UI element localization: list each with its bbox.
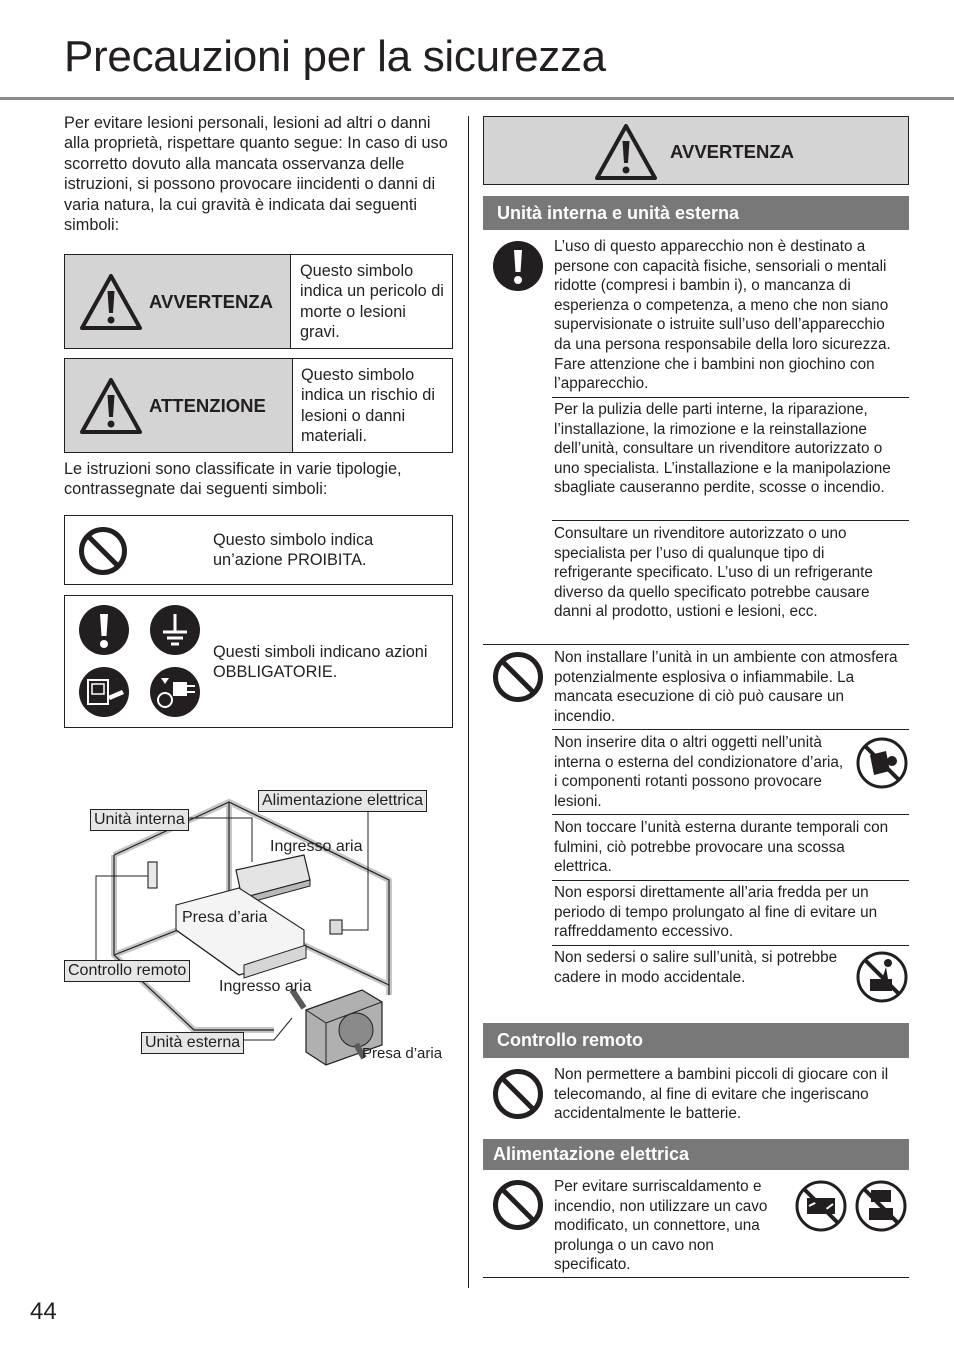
severity-label: ATTENZIONE (149, 395, 266, 416)
units-mandatory-item: L’uso di questo apparecchio non è destinato a persone con capacità fisiche, sensoriali o mentali ridotte (compresi i bambin i), o mancanza di esperienza o competenza, a meno che non siano supervisionate o istruite sull’uso dell’apparecchio da una persona responsabile della loro sicurezza. Fare attenzione che i bambini non giochino con l’apparecchio. (554, 238, 891, 393)
section-header-remote (483, 1023, 909, 1058)
prohibited-icon (78, 526, 128, 576)
unplug-icon (149, 666, 201, 718)
item-divider (552, 397, 909, 398)
warning-header-label: AVVERTENZA (670, 141, 795, 162)
severity-desc: Questo simbolo indica un rischio di lesioni o danni materiali. (301, 366, 435, 446)
disconnect-power-icon (78, 666, 130, 718)
section-title: Alimentazione elettrica (493, 1144, 690, 1164)
severity-box-warning (64, 254, 453, 349)
page-number: 44 (30, 1298, 57, 1325)
page-title: Precauzioni per la sicurezza (64, 32, 606, 81)
no-extension-cord-icon (855, 1180, 907, 1232)
label-remote-control: Controllo remoto (64, 960, 190, 982)
item-divider (552, 729, 909, 730)
prohibited-icon (492, 1179, 544, 1231)
label-air-inlet-2: Ingresso aria (219, 978, 312, 995)
intro-text: Per evitare lesioni personali, lesioni ad altri o danni alla proprietà, rispettare quanto segue: In caso di uso scorretto dovuto alla mancata osservanza delle istruzioni, si possono provocare iincidenti o danni di varia natura, la cui gravità è indicata dai seguenti simboli: (64, 114, 448, 235)
classify-text: Le istruzioni sono classificate in varie tipologie, contrassegnate dai seguenti simboli: (64, 460, 402, 499)
title-rule (0, 97, 954, 100)
label-power: Alimentazione elettrica (258, 790, 427, 812)
item-divider (552, 814, 909, 815)
section-title: Controllo remoto (497, 1030, 643, 1050)
item-divider (552, 520, 909, 521)
prohibited-icon (492, 1068, 544, 1120)
warning-triangle-icon (594, 123, 658, 181)
units-prohibited-item: Non sedersi o salire sull’unità, si potrebbe cadere in modo accidentale. (554, 949, 838, 986)
warning-header-box (483, 116, 909, 185)
warning-triangle-icon (79, 273, 143, 331)
units-prohibited-item: Non esporsi direttamente all’aria fredda per un periodo di tempo prolungato al fine di evitare un raffreddamento eccessivo. (554, 884, 878, 941)
item-divider (483, 644, 909, 645)
units-prohibited-item: Non inserire dita o altri oggetti nell’unità interna o esterna del condizionatore d’aria, i componenti rotanti possono provocare lesioni. (554, 734, 844, 810)
mandatory-symbol-box (64, 595, 453, 728)
earth-ground-icon (149, 604, 201, 656)
label-outdoor-unit: Unità esterna (141, 1032, 244, 1054)
prohibited-icon (492, 651, 544, 703)
label-air-inlet-1: Ingresso aria (270, 838, 363, 855)
label-air-outlet-2: Presa d’aria (362, 1045, 443, 1062)
severity-box-caution (64, 358, 453, 453)
units-mandatory-item: Per la pulizia delle parti interne, la riparazione, l’installazione, la rimozione e la reinstallazione dell’unità, consultare un rivenditore autorizzato o uno specialista. L’installazione e la manipolazione sbagliate causeranno perdite, scosse o incendio. (554, 401, 891, 497)
prohibited-desc: Questo simbolo indica un’azione PROIBITA. (213, 531, 374, 570)
no-fingers-icon (856, 737, 908, 789)
label-air-outlet-1: Presa d’aria (182, 909, 268, 926)
warning-triangle-icon (79, 377, 143, 435)
severity-desc: Questo simbolo indica un pericolo di morte o lesioni gravi. (300, 262, 444, 342)
mandatory-exclamation-icon (78, 604, 130, 656)
mandatory-exclamation-icon (492, 240, 544, 292)
column-divider (468, 116, 469, 1288)
item-divider (483, 1277, 909, 1278)
no-climbing-icon (856, 951, 908, 1003)
item-divider (552, 880, 909, 881)
severity-label: AVVERTENZA (149, 291, 274, 312)
units-prohibited-item: Non toccare l’unità esterna durante temporali con fulmini, ciò potrebbe provocare una scossa elettrica. (554, 819, 889, 876)
remote-prohibited-item: Non permettere a bambini piccoli di giocare con il telecomando, al fine di evitare che ingeriscano accidentalmente le batterie. (554, 1066, 889, 1123)
units-prohibited-item: Non installare l’unità in un ambiente con atmosfera potenzialmente esplosiva o infiammabile. La mancata esecuzione di ciò può causare un incendio. (554, 649, 898, 725)
no-modified-cable-icon (795, 1180, 847, 1232)
mandatory-desc: Questi simboli indicano azioni OBBLIGATORIE. (213, 643, 428, 682)
power-prohibited-item: Per evitare surriscaldamento e incendio, non utilizzare un cavo modificato, un connettore, una prolunga o un cavo non specificato. (554, 1178, 768, 1274)
section-header-units (483, 196, 909, 230)
section-header-power (483, 1139, 909, 1170)
prohibited-symbol-box (64, 515, 453, 585)
section-title: Unità interna e unità esterna (497, 203, 740, 223)
units-mandatory-item: Consultare un rivenditore autorizzato o uno specialista per l’uso di qualunque tipo di refrigerante specificato. L’uso di un refrigerante diverso da quello specificato potrebbe causare danni al prodotto, ustioni e lesioni, ecc. (554, 525, 873, 621)
item-divider (552, 945, 909, 946)
label-indoor-unit: Unità interna (90, 809, 189, 831)
